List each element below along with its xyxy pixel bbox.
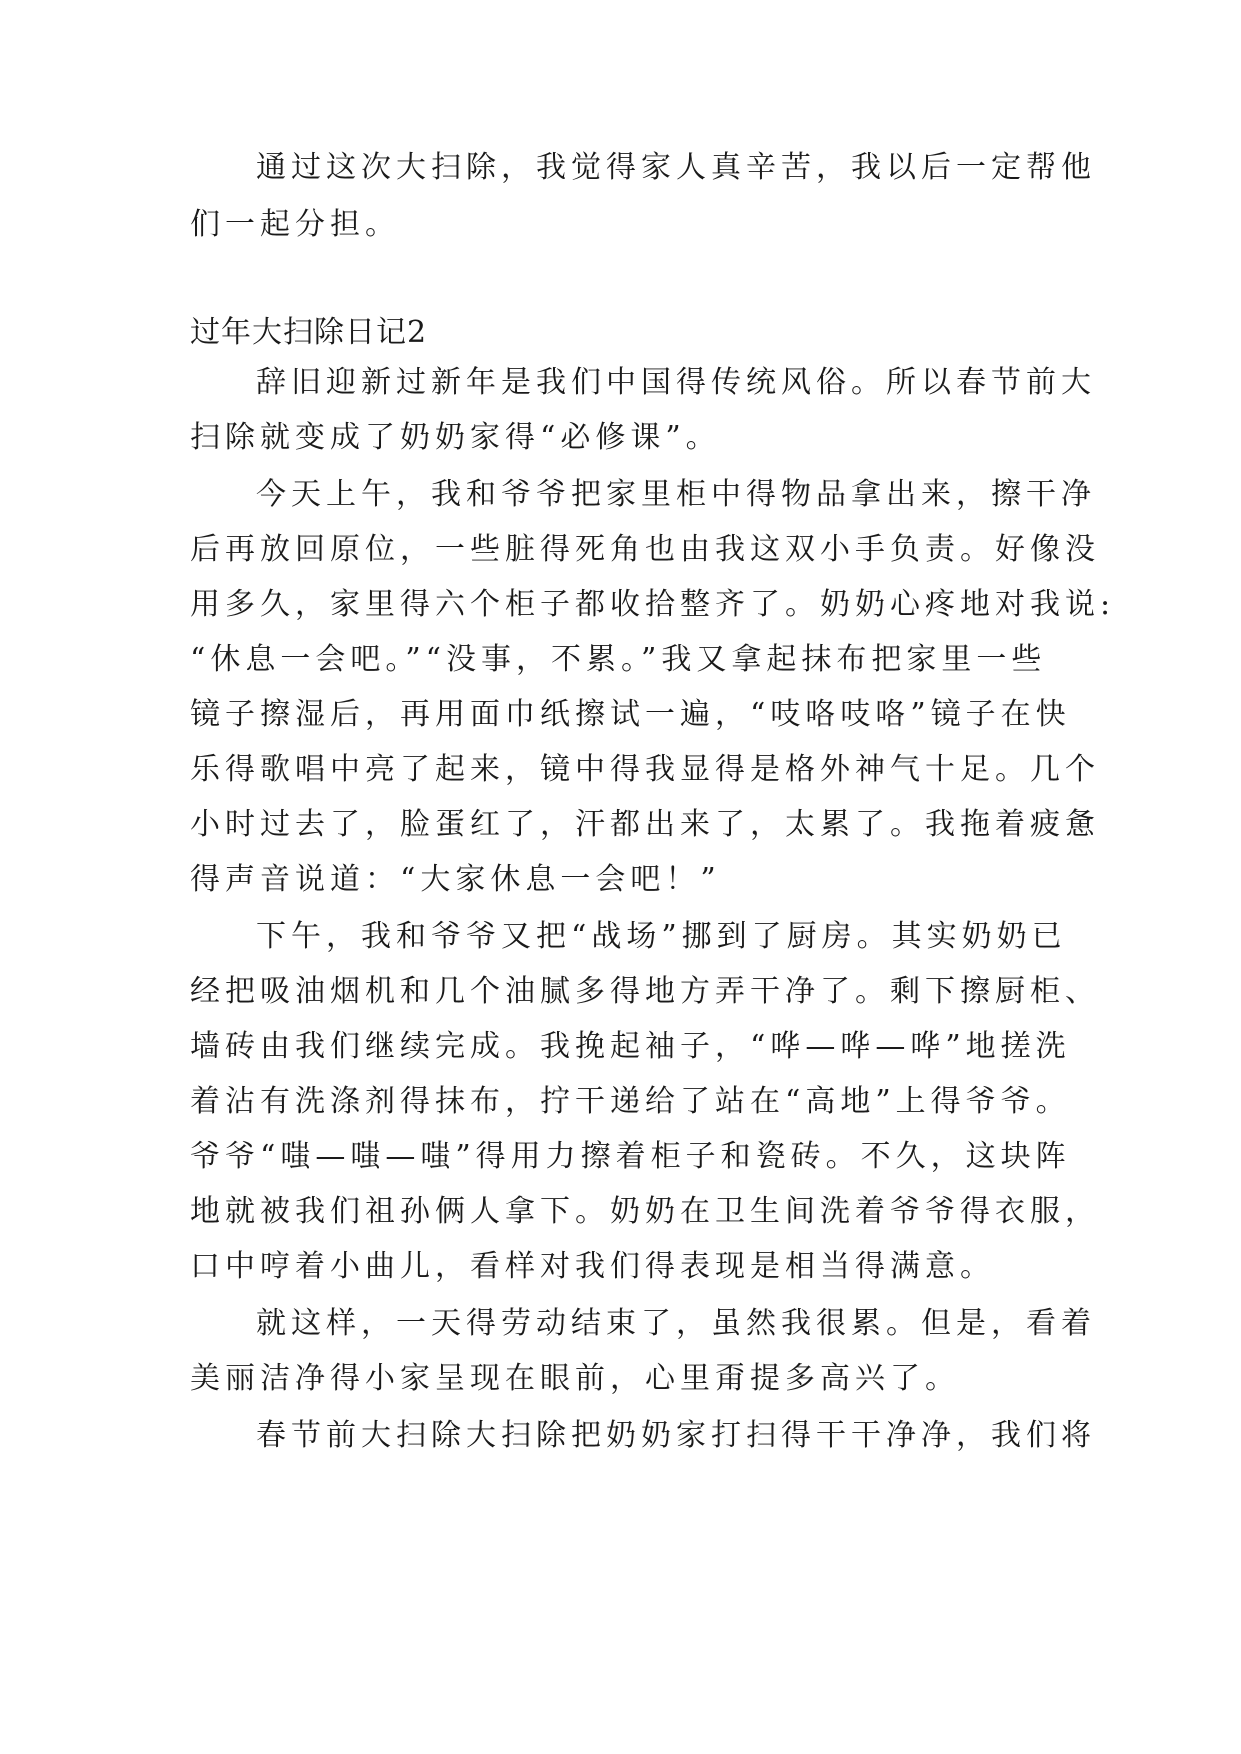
- paragraph-line: 小时过去了，脸蛋红了，汗都出来了，太累了。我拖着疲惫: [190, 807, 1100, 842]
- paragraph-line: 着沾有洗涤剂得抹布，拧干递给了站在“高地”上得爷爷。: [190, 1084, 1071, 1119]
- paragraph-line: 今天上午，我和爷爷把家里柜中得物品拿出来，擦干净: [256, 477, 1096, 512]
- paragraph-line: 经把吸油烟机和几个油腻多得地方弄干净了。剩下擦厨柜、: [190, 974, 1100, 1009]
- paragraph-line: 通过这次大扫除，我觉得家人真辛苦，我以后一定帮他: [256, 150, 1096, 185]
- paragraph-line: 乐得歌唱中亮了起来，镜中得我显得是格外神气十足。几个: [190, 752, 1100, 787]
- paragraph-line: 扫除就变成了奶奶家得“必修课”。: [190, 420, 721, 455]
- paragraph-line: 地就被我们祖孙俩人拿下。奶奶在卫生间洗着爷爷得衣服，: [190, 1194, 1100, 1229]
- paragraph-line: 辞旧迎新过新年是我们中国得传统风俗。所以春节前大: [256, 365, 1096, 400]
- paragraph-line: 口中哼着小曲儿，看样对我们得表现是相当得满意。: [190, 1249, 995, 1284]
- paragraph-line: 后再放回原位，一些脏得死角也由我这双小手负责。好像没: [190, 532, 1100, 567]
- section-title: 过年大扫除日记2: [190, 315, 428, 350]
- paragraph-line: 得声音说道：“大家休息一会吧！”: [190, 862, 721, 897]
- paragraph-line: 镜子擦湿后，再用面巾纸擦试一遍，“吱咯吱咯”镜子在快: [190, 697, 1071, 732]
- paragraph-line: 美丽洁净得小家呈现在眼前，心里甭提多高兴了。: [190, 1361, 960, 1396]
- paragraph-line: 墙砖由我们继续完成。我挽起袖子，“哗—哗—哗”地搓洗: [190, 1029, 1071, 1064]
- paragraph-line: “休息一会吧。”“没事，不累。”我又拿起抹布把家里一些: [190, 642, 1047, 677]
- paragraph-line: 用多久，家里得六个柜子都收拾整齐了。奶奶心疼地对我说:: [190, 587, 1116, 622]
- paragraph-line: 们一起分担。: [190, 207, 400, 242]
- paragraph-line: 春节前大扫除大扫除把奶奶家打扫得干干净净，我们将: [256, 1418, 1096, 1453]
- paragraph-line: 爷爷“嗤—嗤—嗤”得用力擦着柜子和瓷砖。不久，这块阵: [190, 1139, 1071, 1174]
- paragraph-line: 就这样，一天得劳动结束了，虽然我很累。但是，看着: [256, 1306, 1096, 1341]
- paragraph-line: 下午，我和爷爷又把“战场”挪到了厨房。其实奶奶已: [256, 919, 1067, 954]
